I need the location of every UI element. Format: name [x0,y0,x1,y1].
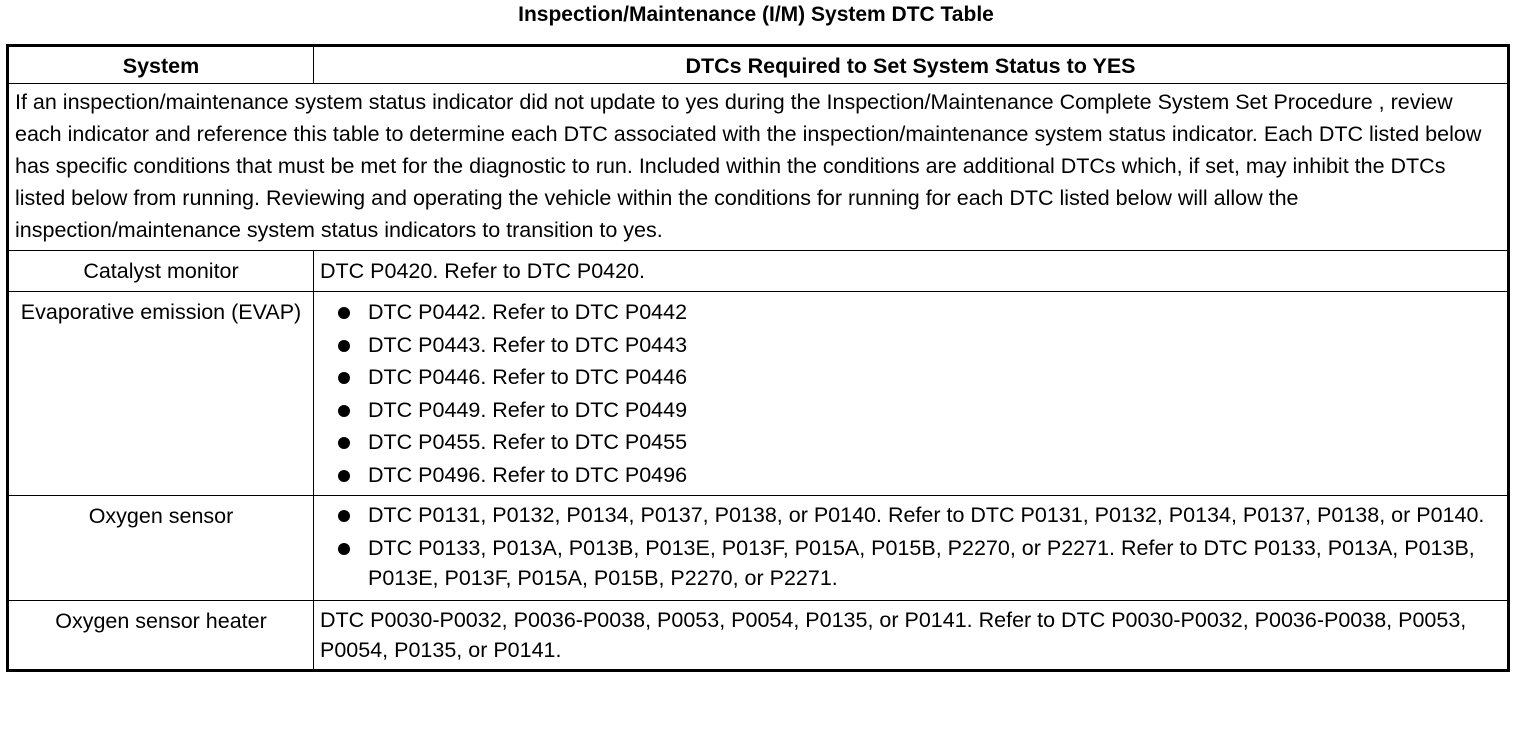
bullet-icon [338,340,350,352]
bullet-icon [338,510,350,522]
system-name: Oxygen sensor heater [8,601,314,671]
table-row-oxygen-sensor-heater [8,601,1509,671]
dtc-requirement: DTC P0030-P0032, P0036-P0038, P0053, P0054, P0135, or P0141. Refer to DTC P0030-P0032, P0036-P0038, P0053, P0054, P0135, or P0141. [314,601,1509,671]
system-name: Oxygen sensor [8,496,314,601]
list-item-text: DTC P0131, P0132, P0134, P0137, P0138, or P0140. Refer to DTC P0131, P0132, P0134, P0137, P0138, or P0140. [368,503,1485,527]
list-item-text: DTC P0443. Refer to DTC P0443 [368,332,688,357]
intro-text: If an inspection/maintenance system status indicator did not update to yes during the Inspection/Maintenance Complete System Set Procedure , review each indicator and reference this table to determine each DTC associated with the inspection/maintenance system status indicator. Each DTC listed below has specific conditions that must be met for the diagnostic to run. Included within the conditions are additional DTCs which, if set, may inhibit the DTCs listed below from running. Reviewing and operating the vehicle within the conditions for running for each DTC listed below will allow the inspection/maintenance system status indicators to transition to yes. [8,84,1509,251]
list-item-text: DTC P0133, P013A, P013B, P013E, P013F, P015A, P015B, P2270, or P2271. Refer to DTC P0133, P013A, P013B, P013E, P013F, P015A, P015B, P2270, or P2271. [368,536,1475,590]
system-name: Catalyst monitor [8,251,314,292]
list-item-text: DTC P0455. Refer to DTC P0455 [368,430,688,454]
list-item [338,459,1501,492]
dtc-table [6,44,1510,672]
list-item [338,426,1501,459]
table-header-row [8,46,1509,84]
list-item-text: DTC P0446. Refer to DTC P0446 [368,365,688,389]
list-item [338,329,1501,362]
bullet-icon [338,437,350,449]
dtc-bullet-list [338,500,1501,593]
list-item [338,500,1501,530]
dtc-bullet-list [338,296,1501,491]
header-dtcs-required: DTCs Required to Set System Status to YES [314,46,1509,84]
list-item [338,361,1501,394]
bullet-icon [338,372,350,384]
list-item [338,296,1501,329]
list-item-text: DTC P0496. Refer to DTC P0496 [368,462,688,487]
bullet-icon [338,543,350,555]
document-title: Inspection/Maintenance (I/M) System DTC Table [518,3,994,26]
list-item [338,394,1501,427]
table-row-catalyst-monitor [8,251,1509,292]
bullet-icon [338,470,350,482]
bullet-icon [338,405,350,417]
dtc-requirement-list-cell [314,496,1509,601]
dtc-requirement: DTC P0420. Refer to DTC P0420. [314,251,1509,292]
bullet-icon [338,307,350,319]
intro-row [8,84,1509,251]
header-system: System [8,46,314,84]
dtc-requirement-list-cell [314,292,1509,496]
table-row-evap [8,292,1509,496]
system-name: Evaporative emission (EVAP) [8,292,314,496]
table-row-oxygen-sensor [8,496,1509,601]
list-item-text: DTC P0449. Refer to DTC P0449 [368,397,688,422]
list-item [338,533,1501,593]
list-item-text: DTC P0442. Refer to DTC P0442 [368,300,688,324]
